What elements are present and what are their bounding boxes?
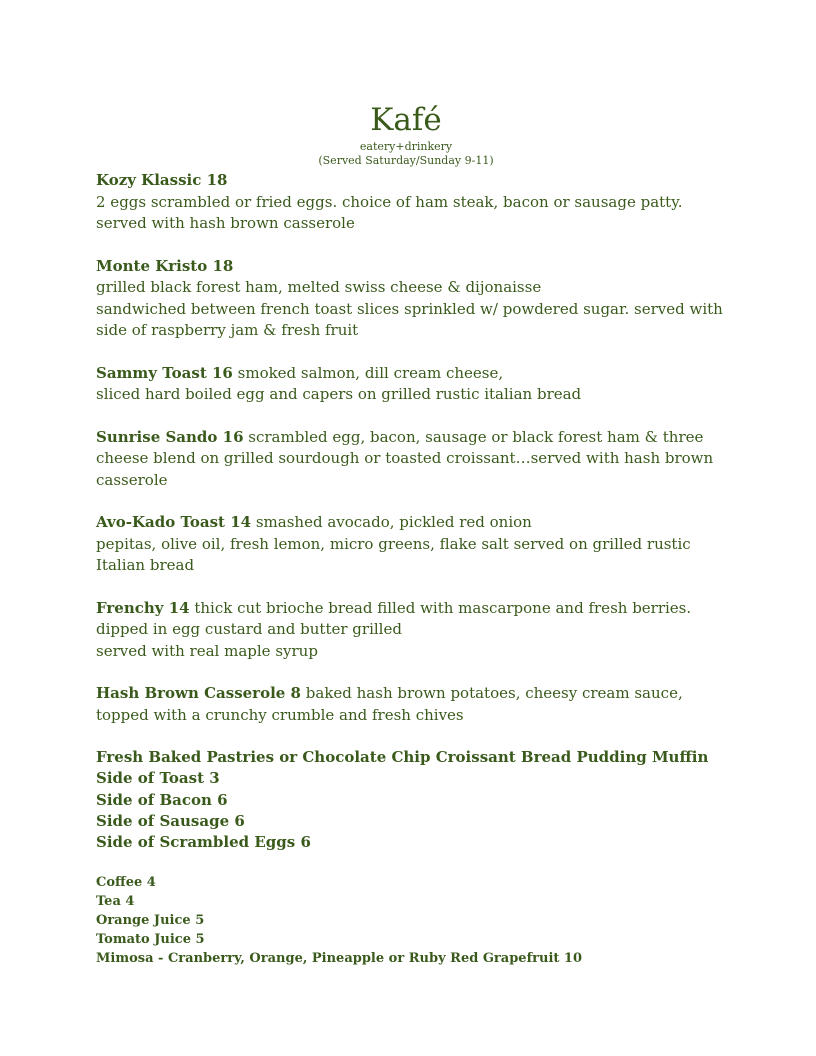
menu-header bbox=[96, 100, 716, 168]
page-title: Kafé bbox=[370, 102, 442, 138]
drink-item: Tomato Juice 5 bbox=[96, 931, 205, 947]
side-item: Side of Scrambled Eggs 6 bbox=[96, 833, 311, 852]
menu-items bbox=[96, 170, 726, 968]
item-name: Sammy Toast 16 bbox=[96, 363, 233, 382]
drinks-list bbox=[96, 874, 726, 968]
item-description: sandwiched between french toast slices sprinkled w/ powdered sugar. served with side of raspberry jam & fresh fruit bbox=[96, 299, 723, 339]
side-item: Side of Bacon 6 bbox=[96, 790, 228, 809]
drink-item: Orange Juice 5 bbox=[96, 913, 205, 929]
side-item: Side of Toast 3 bbox=[96, 769, 220, 788]
item-description: served with real maple syrup bbox=[96, 641, 318, 660]
item-name: Kozy Klassic 18 bbox=[96, 171, 228, 189]
side-item: Side of Sausage 6 bbox=[96, 811, 245, 830]
side-item: Fresh Baked Pastries or Chocolate Chip Croissant Bread Pudding Muffin bbox=[96, 748, 709, 766]
menu-item bbox=[96, 512, 726, 577]
item-description: smashed avocado, pickled red onion bbox=[251, 513, 532, 531]
page-subtitle: eatery+drinkery bbox=[359, 140, 453, 153]
item-description: scrambled egg, bacon, sausage or black forest ham & three cheese blend on grilled sourdough or toasted croissant…served with hash brown casserole bbox=[96, 427, 714, 489]
item-description: grilled black forest ham, melted swiss cheese & dijonaisse bbox=[96, 278, 542, 296]
drink-item: Mimosa - Cranberry, Orange, Pineapple or Ruby Red Grapefruit 10 bbox=[96, 950, 583, 966]
menu-item bbox=[96, 683, 726, 726]
sides-list bbox=[96, 747, 726, 853]
item-name: Frenchy 14 bbox=[96, 598, 190, 617]
item-name: Avo-Kado Toast 14 bbox=[96, 513, 252, 531]
item-name: Hash Brown Casserole 8 bbox=[96, 684, 301, 702]
item-description: sliced hard boiled egg and capers on grilled rustic italian bread bbox=[96, 385, 582, 403]
menu-page bbox=[96, 100, 726, 968]
item-name: Sunrise Sando 16 bbox=[96, 427, 244, 446]
drink-item: Coffee 4 bbox=[96, 875, 156, 891]
menu-item bbox=[96, 427, 726, 492]
item-description: 2 eggs scrambled or fried eggs. choice of ham steak, bacon or sausage patty. served with hash brown casserole bbox=[96, 192, 683, 232]
menu-item bbox=[96, 363, 726, 406]
menu-item bbox=[96, 170, 726, 235]
menu-item bbox=[96, 256, 726, 342]
served-hours: (Served Saturday/Sunday 9-11) bbox=[318, 154, 494, 167]
drink-item: Tea 4 bbox=[96, 894, 135, 910]
menu-item bbox=[96, 598, 726, 663]
item-name: Monte Kristo 18 bbox=[96, 256, 234, 275]
item-description: smoked salmon, dill cream cheese, bbox=[232, 363, 504, 382]
item-description: thick cut brioche bread filled with mascarpone and fresh berries. dipped in egg custard and butter grilled bbox=[96, 598, 692, 638]
item-description: baked hash brown potatoes, cheesy cream sauce, topped with a crunchy crumble and fresh chives bbox=[96, 684, 683, 724]
item-description: pepitas, olive oil, fresh lemon, micro greens, flake salt served on grilled rustic Italian bread bbox=[96, 534, 691, 574]
